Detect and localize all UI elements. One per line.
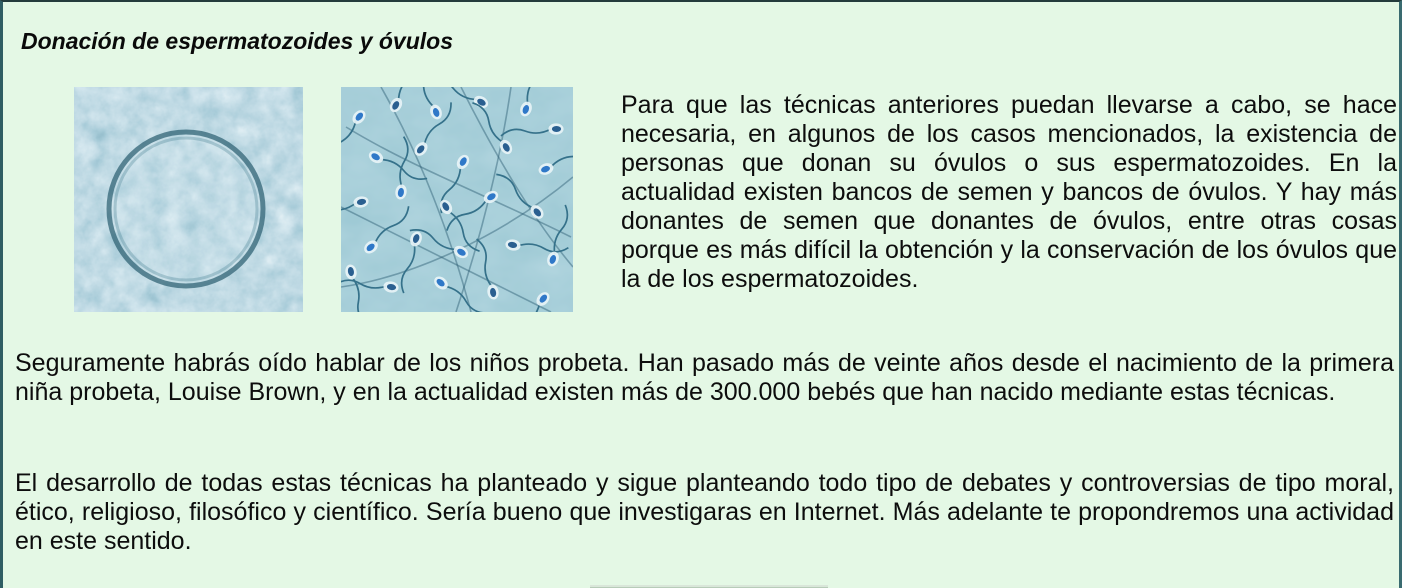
section-title: [21, 28, 453, 55]
ovule-micrograph-svg: [74, 87, 303, 312]
paragraph-intro: Para que las técnicas anteriores puedan llevarse a cabo, se hace necesaria, en algunos de los casos mencionados, la existencia de personas que donan su óvulos o sus espermatozoides. En la actualidad existen bancos de semen y bancos de óvulos. Y hay más donantes de semen que donantes de óvulos, entre otras cosas porque es más difícil la obtención y la conservación de los óvulos que la de los espermatozoides.: [621, 91, 1397, 293]
ovule-cell-outline: [109, 132, 263, 286]
paragraph-test-tube-babies: Seguramente habrás oído hablar de los niños probeta. Han pasado más de veinte años desde el nacimiento de la primera niña probeta, Louise Brown, y en la actualidad existen más de 300.000 bebés que han nacido mediante estas técnicas.: [15, 349, 1394, 406]
ovule-micrograph-image: [74, 87, 303, 312]
sperm-micrograph-image: [341, 87, 573, 312]
sperm-micrograph-svg: [341, 87, 573, 312]
paragraph-debate: El desarrollo de todas estas técnicas ha planteado y sigue planteando todo tipo de debates y controversias de tipo moral, ético, religioso, filosófico y científico. Sería bueno que investigaras en Internet. Más adelante te propondremos una actividad en este sentido.: [15, 469, 1394, 555]
section-title-text: Donación de espermatozoides y óvulos: [21, 28, 453, 54]
